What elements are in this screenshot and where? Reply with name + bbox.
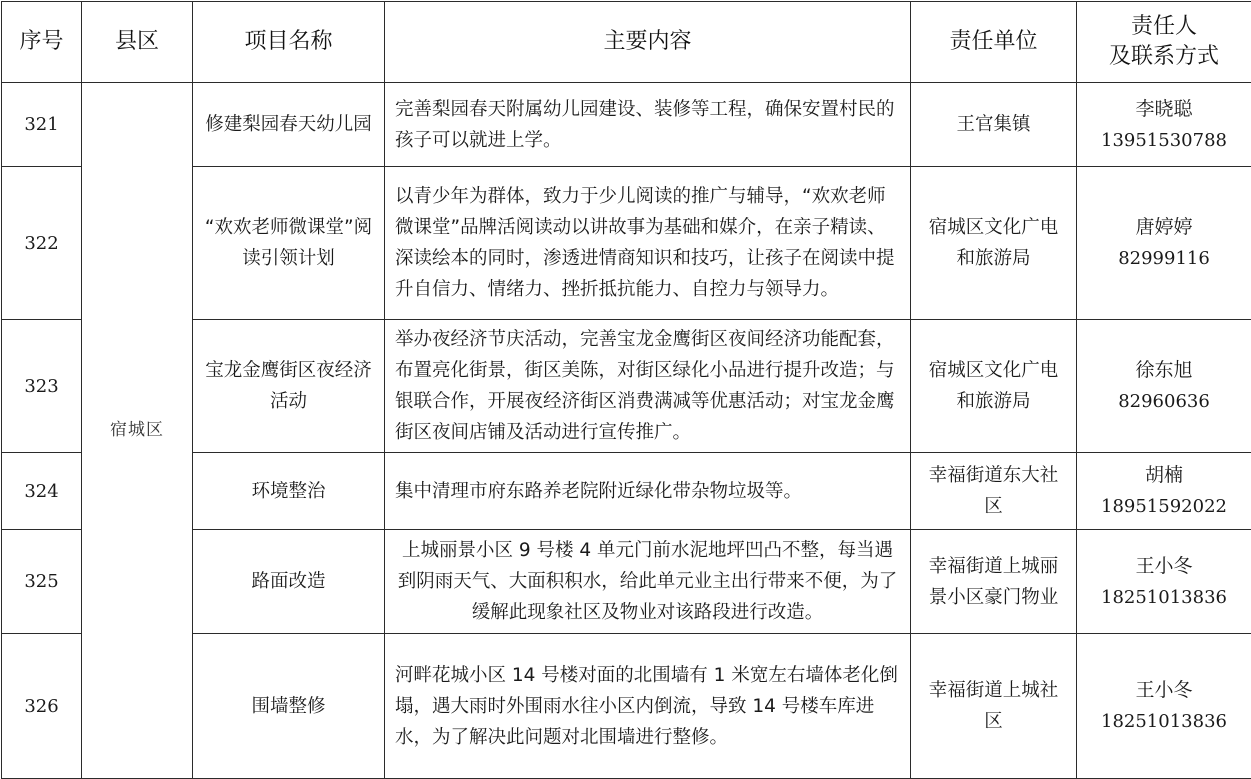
header-county: 县区 (82, 2, 193, 83)
row-unit: 幸福街道上城社区 (911, 634, 1077, 779)
row-contact (1077, 320, 1251, 453)
header-seq: 序号 (2, 2, 82, 83)
row-content: 完善梨园春天附属幼儿园建设、装修等工程，确保安置村民的孩子可以就进上学。 (385, 83, 911, 167)
header-row (2, 2, 1251, 83)
table-row (2, 83, 1251, 167)
row-seq: 325 (2, 530, 82, 634)
header-main-content: 主要内容 (385, 2, 911, 83)
project-table (1, 1, 1251, 779)
row-seq: 323 (2, 320, 82, 453)
header-project-name: 项目名称 (193, 2, 385, 83)
row-seq: 321 (2, 83, 82, 167)
row-content: 集中清理市府东路养老院附近绿化带杂物垃圾等。 (385, 453, 911, 530)
row-seq: 324 (2, 453, 82, 530)
row-person: 唐婷婷 (1087, 212, 1241, 243)
row-person: 王小冬 (1087, 551, 1241, 582)
header-contact (1077, 2, 1251, 83)
row-project-name: 环境整治 (193, 453, 385, 530)
header-contact-line2: 及联系方式 (1109, 44, 1219, 69)
row-contact (1077, 167, 1251, 320)
row-unit: 王官集镇 (911, 83, 1077, 167)
row-unit: 幸福街道上城丽景小区豪门物业 (911, 530, 1077, 634)
row-person: 徐东旭 (1087, 355, 1241, 386)
row-contact (1077, 634, 1251, 779)
row-phone: 18251013836 (1087, 582, 1241, 613)
row-content: 举办夜经济节庆活动，完善宝龙金鹰街区夜间经济功能配套，布置亮化街景，街区美陈，对街区绿化小品进行提升改造；与银联合作，开展夜经济街区消费满减等优惠活动；对宝龙金鹰街区夜间店铺及活动进行宣传推广。 (385, 320, 911, 453)
row-content: 以青少年为群体，致力于少儿阅读的推广与辅导，“欢欢老师微课堂”品牌活阅读动以讲故事为基础和媒介，在亲子精读、深读绘本的同时，渗透进情商知识和技巧，让孩子在阅读中提升自信力、情绪力、挫折抵抗能力、自控力与领导力。 (385, 167, 911, 320)
row-project-name: 围墙整修 (193, 634, 385, 779)
row-person: 王小冬 (1087, 675, 1241, 706)
row-phone: 18951592022 (1087, 491, 1241, 522)
row-phone: 82999116 (1087, 243, 1241, 274)
row-person: 李晓聪 (1087, 94, 1241, 125)
row-content: 上城丽景小区 9 号楼 4 单元门前水泥地坪凹凸不整，每当遇到阴雨天气、大面积积水，给此单元业主出行带来不便，为了缓解此现象社区及物业对该路段进行改造。 (385, 530, 911, 634)
row-contact (1077, 530, 1251, 634)
row-phone: 82960636 (1087, 386, 1241, 417)
row-phone: 13951530788 (1087, 125, 1241, 156)
row-person: 胡楠 (1087, 460, 1241, 491)
row-phone: 18251013836 (1087, 706, 1241, 737)
header-responsible-unit: 责任单位 (911, 2, 1077, 83)
row-unit: 宿城区文化广电和旅游局 (911, 167, 1077, 320)
row-content: 河畔花城小区 14 号楼对面的北围墙有 1 米宽左右墙体老化倒塌，遇大雨时外围雨水往小区内倒流，导致 14 号楼车库进水，为了解决此问题对北围墙进行整修。 (385, 634, 911, 779)
row-unit: 宿城区文化广电和旅游局 (911, 320, 1077, 453)
county-cell: 宿城区 (82, 83, 193, 779)
row-seq: 322 (2, 167, 82, 320)
row-contact (1077, 83, 1251, 167)
row-contact (1077, 453, 1251, 530)
row-unit: 幸福街道东大社区 (911, 453, 1077, 530)
row-project-name: 路面改造 (193, 530, 385, 634)
header-contact-line1: 责任人 (1131, 14, 1197, 39)
row-project-name: 修建梨园春天幼儿园 (193, 83, 385, 167)
row-project-name: “欢欢老师微课堂”阅读引领计划 (193, 167, 385, 320)
row-seq: 326 (2, 634, 82, 779)
row-project-name: 宝龙金鹰街区夜经济活动 (193, 320, 385, 453)
